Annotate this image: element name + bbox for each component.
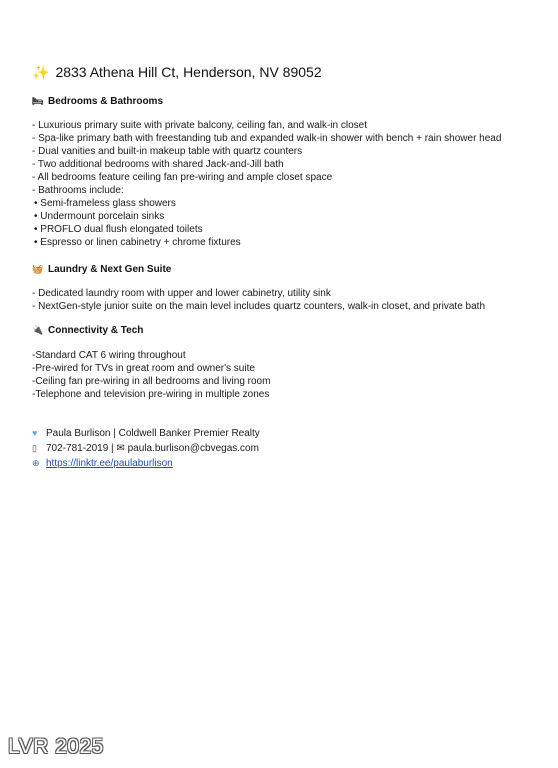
tech-list — [32, 349, 270, 401]
phone-row — [32, 441, 260, 456]
link-row — [32, 456, 260, 471]
list-item: -Ceiling fan pre-wiring in all bedrooms and living room — [32, 376, 271, 387]
contact-block — [32, 426, 260, 471]
list-item: - Bathrooms include: — [32, 185, 124, 196]
bullet-item: • Semi-frameless glass showers — [34, 198, 176, 209]
watermark: LVR 2025 — [8, 735, 104, 758]
list-item: - NextGen-style junior suite on the main level includes quartz counters, walk-in closet, and private bath — [32, 301, 486, 312]
listing-title — [32, 64, 322, 81]
section-heading-tech: 🔌 Connectivity & Tech — [32, 325, 144, 336]
bedrooms-list — [32, 119, 501, 249]
phone-icon: ▯ — [32, 443, 37, 453]
listing-address: 2833 Athena Hill Ct, Henderson, NV 89052 — [55, 64, 322, 80]
list-item: -Telephone and television pre-wiring in multiple zones — [32, 389, 270, 400]
section-heading-bedrooms: 🛏 Bedrooms & Bathrooms — [32, 96, 164, 107]
section-heading-laundry: 🧺 Laundry & Next Gen Suite — [32, 264, 172, 275]
bullet-item: • Espresso or linen cabinetry + chrome fixtures — [34, 237, 241, 248]
laundry-list — [32, 287, 485, 313]
list-item: - Spa-like primary bath with freestanding tub and expanded walk-in shower with bench + rain shower head — [32, 133, 502, 144]
list-item: - Dual vanities and built-in makeup table with quartz counters — [32, 146, 303, 157]
list-item: - Two additional bedrooms with shared Jack-and-Jill bath — [32, 159, 284, 170]
bullet-item: • Undermount porcelain sinks — [34, 211, 165, 222]
list-item: - All bedrooms feature ceiling fan pre-wiring and ample closet space — [32, 172, 333, 183]
plug-icon: 🔌 — [32, 325, 44, 335]
basket-icon: 🧺 — [32, 264, 44, 274]
agent-row — [32, 426, 260, 441]
list-item: -Standard CAT 6 wiring throughout — [32, 350, 186, 361]
phone-email: 702-781-2019 | ✉ paula.burlison@cbvegas.com — [46, 443, 259, 454]
linktree-link[interactable]: https://linktr.ee/paulaburlison — [46, 458, 173, 469]
agent-name: Paula Burlison | Coldwell Banker Premier Realty — [46, 428, 260, 439]
heart-icon: ♥ — [32, 428, 38, 438]
list-item: - Dedicated laundry room with upper and lower cabinetry, utility sink — [32, 288, 331, 299]
bed-icon: 🛏 — [32, 96, 44, 106]
globe-icon: ⊕ — [32, 458, 40, 468]
list-item: -Pre-wired for TVs in great room and owner's suite — [32, 363, 255, 374]
bullet-item: • PROFLO dual flush elongated toilets — [34, 224, 203, 235]
sparkles-icon: ✨ — [32, 64, 50, 80]
list-item: - Luxurious primary suite with private balcony, ceiling fan, and walk-in closet — [32, 120, 367, 131]
